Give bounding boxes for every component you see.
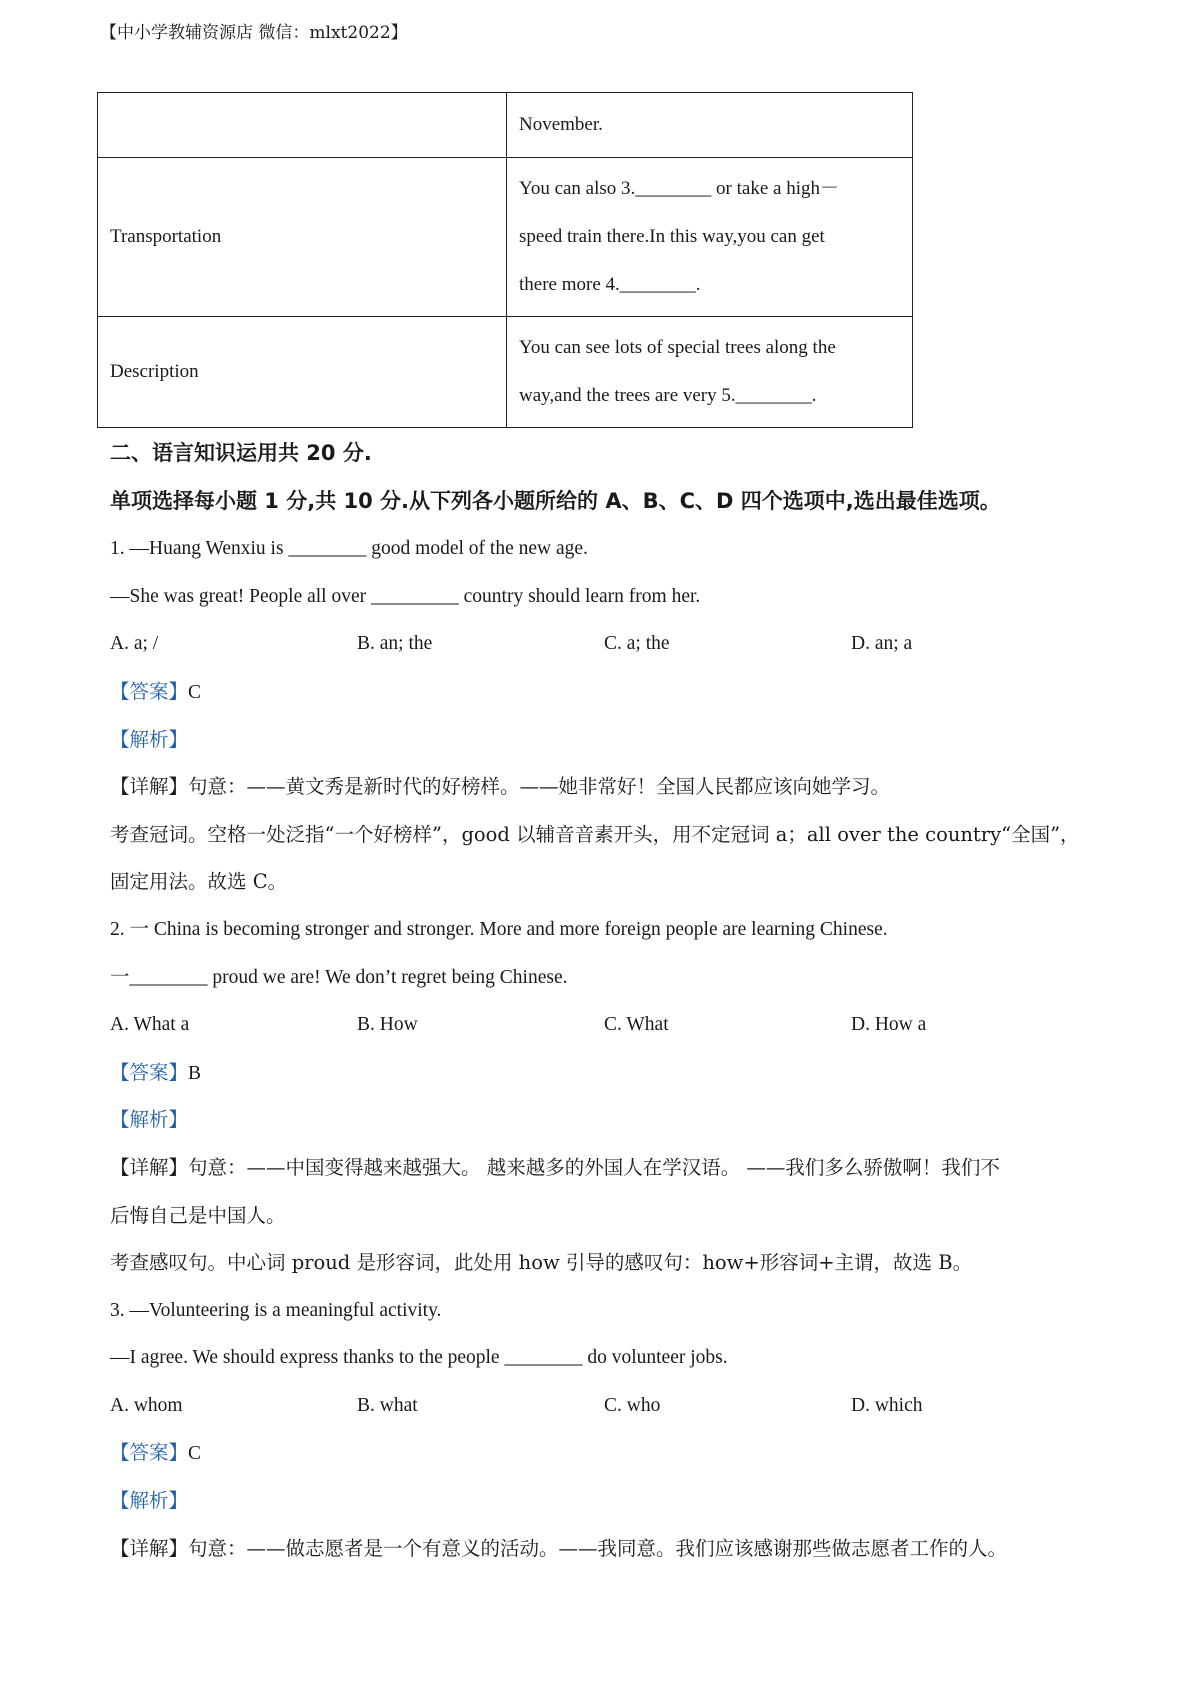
detail-text: 句意：——做志愿者是一个有意义的活动。——我同意。我们应该感谢那些做志愿者工作的人。 — [188, 1536, 1008, 1560]
table-row — [98, 158, 913, 317]
option-d: D. an; a — [851, 633, 913, 655]
table-cell-line: there more 4.________. — [519, 274, 701, 295]
table-cell-value — [507, 317, 913, 428]
question-stem: 1. —Huang Wenxiu is ________ good model of the new age. — [110, 538, 588, 560]
detail-line: 固定用法。故选 C。 — [110, 870, 288, 894]
table-row — [98, 93, 913, 158]
table-cell-line: November. — [519, 114, 603, 135]
section-title: 二、语言知识运用共 20 分. — [110, 441, 372, 465]
section-instruction: 单项选择每小题 1 分,共 10 分.从下列各小题所给的 A、B、C、D 四个选项中,选出最佳选项。 — [110, 488, 1001, 513]
answer-tag: 【答案】 — [110, 679, 189, 703]
detail-line: 考查感叹句。中心词 proud 是形容词，此处用 how 引导的感叹句：how+形容词+主谓，故选 B。 — [110, 1251, 973, 1275]
analysis-tag: 【解析】 — [110, 727, 189, 751]
answer-value: B — [188, 1062, 202, 1084]
option-b: B. an; the — [357, 633, 433, 655]
analysis-line — [110, 716, 1110, 764]
table-cell-label: Description — [98, 317, 507, 428]
detail-line — [110, 1525, 1110, 1573]
option-b: B. How — [357, 1014, 418, 1036]
answer-value: C — [188, 681, 202, 703]
detail-tag: 【详解】 — [110, 1536, 189, 1560]
question-stem: —I agree. We should express thanks to the people ________ do volunteer jobs. — [110, 1347, 728, 1369]
info-table — [97, 92, 913, 428]
option-a: A. What a — [110, 1014, 190, 1036]
question-stem: 3. —Volunteering is a meaningful activity. — [110, 1299, 442, 1321]
question-1 — [110, 525, 1110, 906]
detail-tag: 【详解】 — [110, 1155, 189, 1179]
answer-line — [110, 1429, 1110, 1477]
detail-line — [110, 763, 1110, 811]
detail-tag: 【详解】 — [110, 775, 189, 799]
answer-line — [110, 1049, 1110, 1097]
option-a: A. whom — [110, 1394, 183, 1416]
detail-line: 后悔自己是中国人。 — [110, 1203, 286, 1227]
document-body — [110, 430, 1110, 1572]
table-row — [98, 317, 913, 428]
detail-text: 句意：——黄文秀是新时代的好榜样。——她非常好！全国人民都应该向她学习。 — [188, 775, 891, 799]
detail-line: 考查冠词。空格一处泛指“一个好榜样”，good 以辅音音素开头，用不定冠词 a；all over the country“全国”， — [110, 822, 1080, 846]
table-cell-line: speed train there.In this way,you can get — [519, 226, 825, 247]
option-b: B. what — [357, 1394, 418, 1416]
detail-line — [110, 1144, 1110, 1192]
option-d: D. How a — [851, 1014, 927, 1036]
question-options — [110, 620, 1110, 668]
question-2 — [110, 906, 1110, 1287]
table-cell-line: way,and the trees are very 5.________. — [519, 385, 817, 406]
answer-line — [110, 668, 1110, 716]
answer-value: C — [188, 1443, 202, 1465]
table-cell-line: You can see lots of special trees along the — [519, 337, 836, 358]
detail-text: 句意：——中国变得越来越强大。 越来越多的外国人在学汉语。 ——我们多么骄傲啊！我们不 — [188, 1155, 1000, 1179]
question-stem: —She was great! People all over _________ country should learn from her. — [110, 585, 701, 607]
header-note: 【中小学教辅资源店 微信：mlxt2022】 — [100, 23, 408, 43]
analysis-tag: 【解析】 — [110, 1108, 189, 1132]
table-cell-label: Transportation — [98, 158, 507, 317]
option-a: A. a; / — [110, 633, 159, 655]
option-c: C. who — [604, 1394, 661, 1416]
analysis-tag: 【解析】 — [110, 1489, 189, 1513]
question-stem: 一________ proud we are! We don’t regret being Chinese. — [110, 966, 568, 988]
answer-tag: 【答案】 — [110, 1060, 189, 1084]
question-options — [110, 1001, 1110, 1049]
question-options — [110, 1382, 1110, 1430]
table-cell-value — [507, 158, 913, 317]
option-d: D. which — [851, 1394, 923, 1416]
question-3 — [110, 1287, 1110, 1573]
analysis-line — [110, 1477, 1110, 1525]
table-cell-line: You can also 3.________ or take a high－ — [519, 178, 839, 199]
analysis-line — [110, 1096, 1110, 1144]
option-c: C. a; the — [604, 633, 670, 655]
question-stem: 2. 一 China is becoming stronger and stronger. More and more foreign people are learning Chinese. — [110, 918, 888, 940]
table-cell-label — [98, 93, 507, 158]
answer-tag: 【答案】 — [110, 1441, 189, 1465]
table-cell-value — [507, 93, 913, 158]
option-c: C. What — [604, 1014, 669, 1036]
